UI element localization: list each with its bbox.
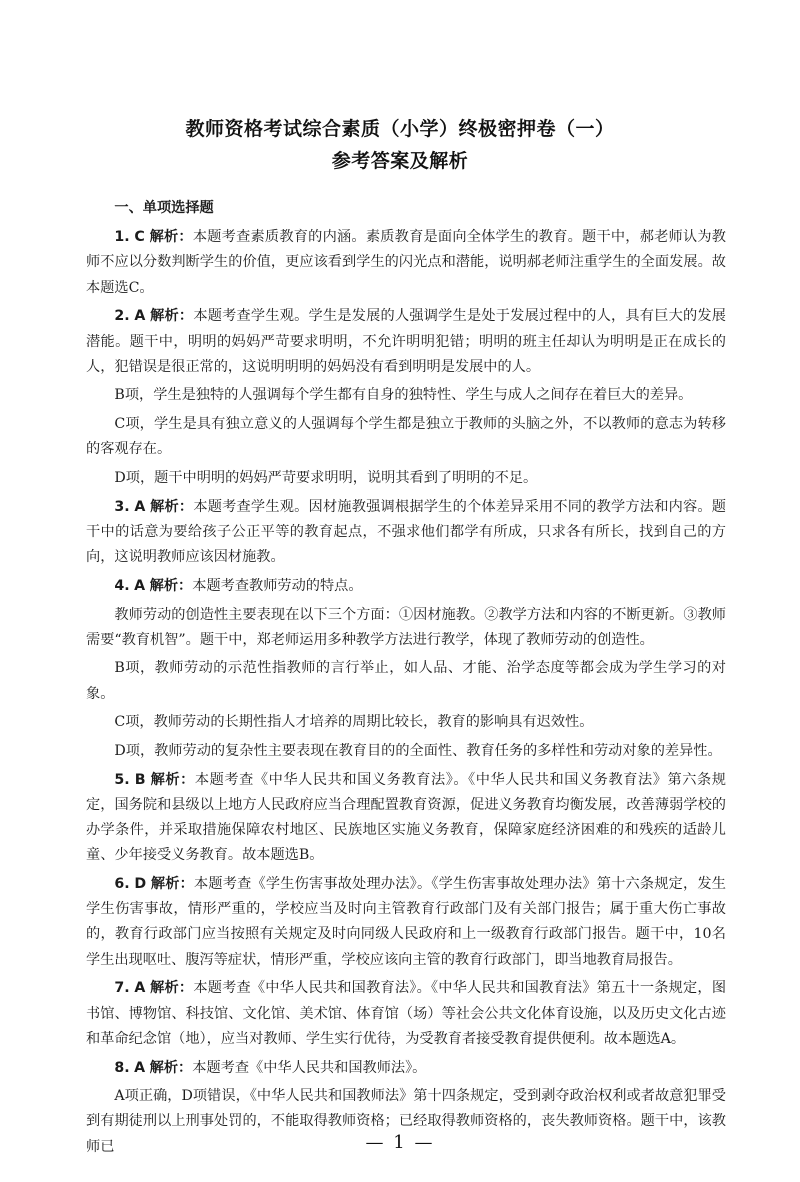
answer-detail xyxy=(86,656,726,706)
answer-letter: A xyxy=(134,577,146,594)
answer-detail xyxy=(86,710,726,735)
answer-item xyxy=(86,976,726,1052)
answer-letter: A xyxy=(134,1059,146,1076)
answer-item xyxy=(86,304,726,380)
answer-text: 本题考查《中华人民共和国义务教育法》。《中华人民共和国义务教育法》第六条规定，国务院和县级以上地方人民政府应当合理配置教育资源，促进义务教育均衡发展，改善薄弱学校的办学条件，并采取措施保障农村地区、民族地区实施义务教育，保障家庭经济困难的和残疾的适龄儿童、少年接受义务教育。故本题选B。 xyxy=(86,771,726,864)
answer-item xyxy=(86,495,726,571)
analysis-label: 解析： xyxy=(149,229,193,246)
question-list xyxy=(86,225,726,1160)
analysis-label: 解析： xyxy=(149,577,193,594)
answer-text: C项，学生是具有独立意义的人强调每个学生都是独立于教师的头脑之外，不以教师的意志为转移的客观存在。 xyxy=(86,416,726,458)
section-heading: 一、单项选择题 xyxy=(114,200,214,216)
answer-content xyxy=(86,196,726,1163)
analysis-label: 解析： xyxy=(150,771,195,788)
answer-detail xyxy=(86,603,726,653)
document-subtitle: 参考答案及解析 xyxy=(331,150,469,172)
question-number: 8. xyxy=(114,1059,130,1076)
page-number: — 1 — xyxy=(365,1132,435,1153)
answer-item xyxy=(86,574,726,599)
answer-text: 本题考查《学生伤害事故处理办法》。《学生伤害事故处理办法》第十六条规定，发生学生伤害事故，情形严重的，学校应当及时向主管教育行政部门及有关部门报告；属于重大伤亡事故的，教育行政部门应当按照有关规定及时向同级人民政府和上一级教育行政部门报告。题干中，10名学生出现呕吐、腹泻等症状，情形严重，学校应该向主管的教育行政部门，即当地教育局报告。 xyxy=(86,876,726,968)
analysis-label: 解析： xyxy=(149,1059,193,1076)
answer-text: 本题考查《中华人民共和国教师法》。 xyxy=(192,1059,427,1076)
answer-letter: A xyxy=(134,498,146,515)
answer-letter: A xyxy=(134,980,146,997)
answer-letter: C xyxy=(134,229,145,246)
answer-item xyxy=(86,1056,726,1081)
answer-detail xyxy=(86,466,726,491)
analysis-label: 解析： xyxy=(150,308,194,325)
analysis-label: 解析： xyxy=(150,980,194,997)
answer-text: B项，教师劳动的示范性指教师的言行举止，如人品、才能、治学态度等都会成为学生学习的对象。 xyxy=(86,660,726,702)
answer-letter: D xyxy=(134,876,147,893)
answer-text: B项，学生是独特的人强调每个学生都有自身的独特性、学生与成人之间存在着巨大的差异。 xyxy=(114,387,693,404)
answer-text: 本题考查学生观。因材施教强调根据学生的个体差异采用不同的教学方法和内容。题干中的话意为要给孩子公正平等的教育起点，不强求他们都学有所成，只求各有所长，找到自己的方向，这说明教师应该因材施教。 xyxy=(86,498,726,566)
answer-letter: B xyxy=(134,771,146,788)
answer-text: 本题考查学生观。学生是发展的人强调学生是处于发展过程中的人，具有巨大的发展潜能。题干中，明明的妈妈严苛要求明明，不允许明明犯错；明明的班主任却认为明明是正在成长的人，犯错误是很正常的，这说明明明的妈妈没有看到明明是发展中的人。 xyxy=(86,308,726,375)
question-number: 1. xyxy=(114,229,130,246)
answer-text: 本题考查《中华人民共和国教育法》。《中华人民共和国教育法》第五十一条规定，图书馆、博物馆、科技馆、文化馆、美术馆、体育馆（场）等社会公共文化体育设施，以及历史文化古迹和革命纪念馆（地），应当对教师、学生实行优待，为受教育者接受教育提供便利。故本题选A。 xyxy=(86,980,727,1047)
answer-detail xyxy=(86,412,726,462)
question-number: 6. xyxy=(114,876,130,893)
question-number: 2. xyxy=(114,308,130,325)
analysis-label: 解析： xyxy=(150,876,194,893)
answer-text: 本题考查素质教育的内涵。素质教育是面向全体学生的教育。题干中，郝老师认为教师不应以分数判断学生的价值，更应该看到学生的闪光点和潜能，说明郝老师注重学生的全面发展。故本题选C。 xyxy=(86,229,726,296)
analysis-label: 解析： xyxy=(150,498,194,515)
document-title: 教师资格考试综合素质（小学）终极密押卷（一） xyxy=(185,118,615,140)
answer-text: D项，题干中明明的妈妈严苛要求明明，说明其看到了明明的不足。 xyxy=(114,470,538,487)
answer-text: 教师劳动的创造性主要表现在以下三个方面：①因材施教。②教学方法和内容的不断更新。③教师需要“教育机智”。题干中，郑老师运用多种教学方法进行教学，体现了教师劳动的创造性。 xyxy=(86,606,726,648)
answer-letter: A xyxy=(134,308,146,325)
question-number: 5. xyxy=(114,771,130,788)
answer-item xyxy=(86,872,726,973)
question-number: 7. xyxy=(114,980,130,997)
answer-text: 本题考查教师劳动的特点。 xyxy=(192,577,363,594)
question-number: 3. xyxy=(114,498,130,515)
answer-item xyxy=(86,225,726,301)
answer-detail xyxy=(86,383,726,408)
answer-text: A项正确，D项错误，《中华人民共和国教师法》第十四条规定，受到剥夺政治权利或者故意犯罪受到有期徒刑以上刑事处罚的，不能取得教师资格；已经取得教师资格的，丧失教师资格。题干中，该教师已 xyxy=(86,1088,726,1155)
question-number: 4. xyxy=(114,577,130,594)
answer-item xyxy=(86,768,726,869)
answer-detail xyxy=(86,739,726,764)
answer-text: C项，教师劳动的长期性指人才培养的周期比较长，教育的影响具有迟效性。 xyxy=(114,714,594,731)
answer-text: D项，教师劳动的复杂性主要表现在教育目的的全面性、教育任务的多样性和劳动对象的差异性。 xyxy=(114,743,722,760)
